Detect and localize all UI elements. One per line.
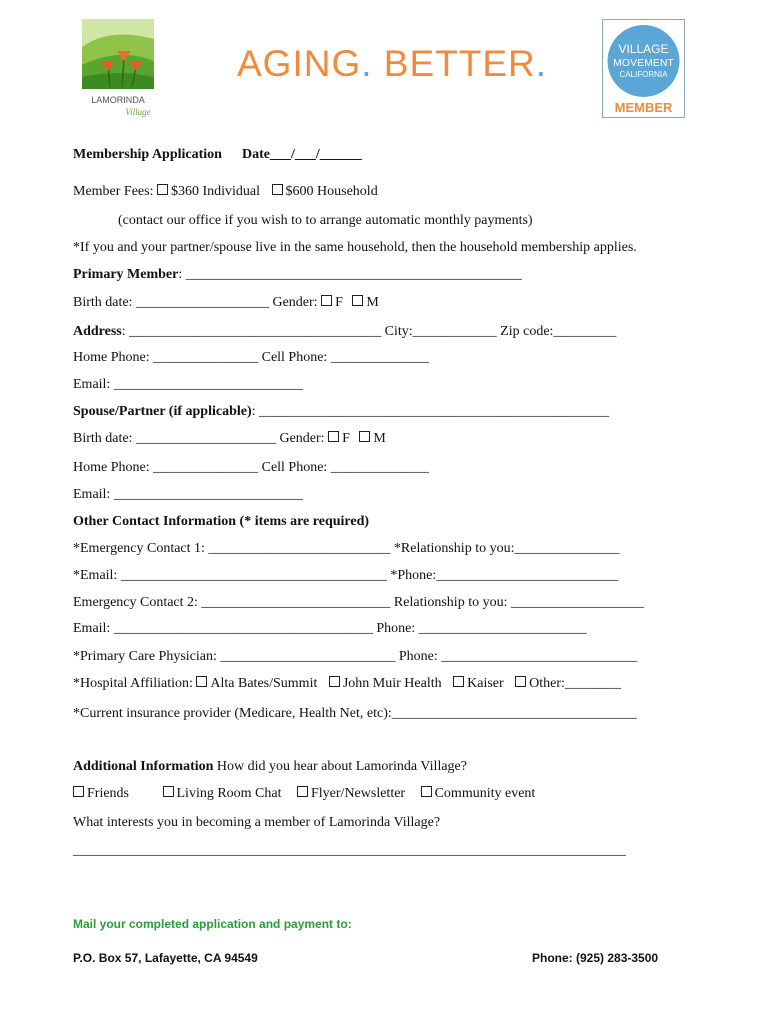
hospital-kaiser-checkbox[interactable] [453, 676, 464, 687]
tagline-dot-2: . [535, 43, 548, 84]
primary-phone-field[interactable]: Home Phone: _______________ Cell Phone: ______________ [73, 350, 429, 365]
tagline-part-2: BETTER [372, 43, 536, 84]
emergency-contact-1-field[interactable]: *Emergency Contact 1: __________________________ *Relationship to you:_______________ [73, 541, 620, 556]
hospital-row [73, 675, 621, 693]
primary-gender-m-checkbox[interactable] [352, 295, 363, 306]
spouse-gender-f-label: F [342, 431, 350, 446]
primary-email-field[interactable]: Email: ___________________________ [73, 377, 303, 392]
spouse-phone-field[interactable]: Home Phone: _______________ Cell Phone: ______________ [73, 460, 429, 475]
referral-living-room-label: Living Room Chat [176, 786, 282, 801]
office-phone: Phone: (925) 283-3500 [532, 951, 659, 965]
emergency-2-email-field[interactable]: Email: _____________________________________ Phone: ________________________ [73, 621, 587, 636]
fee-individual-label: $360 Individual [170, 184, 261, 199]
address-field[interactable]: : ____________________________________ City:____________ Zip code:_________ [121, 324, 617, 339]
hospital-other-checkbox[interactable] [515, 676, 526, 687]
mail-address: P.O. Box 57, Lafayette, CA 94549 [73, 951, 258, 965]
additional-info-label: Additional Information [73, 759, 214, 774]
additional-info-question: How did you hear about Lamorinda Village? [213, 759, 467, 774]
fees-label: Member Fees: [73, 184, 157, 199]
other-contact-heading-text: Other Contact Information (* items are required) [73, 514, 370, 529]
emergency-contact-2-field[interactable]: Emergency Contact 2: ___________________________ Relationship to you: ___________________ [73, 595, 644, 610]
right-logo-badge: MEMBER [614, 100, 673, 115]
hospital-kaiser-label: Kaiser [467, 676, 504, 691]
primary-gender-f-checkbox[interactable] [321, 295, 332, 306]
right-logo-text-2: MOVEMENT [613, 57, 674, 69]
hospital-alta-label: Alta Bates/Summit [210, 676, 318, 691]
primary-gender-f-label: F [335, 295, 343, 310]
address-label: Address [73, 324, 122, 339]
tagline [237, 42, 547, 86]
referral-community-label: Community event [434, 786, 536, 801]
spouse-birth-field[interactable]: Birth date: ____________________ Gender: [73, 431, 329, 446]
interests-question: What interests you in becoming a member of Lamorinda Village? [73, 815, 441, 830]
right-logo-text-3: CALIFORNIA [619, 70, 668, 79]
primary-member-row [73, 266, 522, 284]
primary-birth-row [73, 294, 379, 312]
physician-field[interactable]: *Primary Care Physician: _________________________ Phone: ____________________________ [73, 649, 638, 664]
referral-friends-checkbox[interactable] [73, 786, 84, 797]
village-movement-logo [602, 19, 685, 118]
form-title: Membership Application [73, 147, 222, 162]
referral-flyer-checkbox[interactable] [297, 786, 308, 797]
hospital-john-muir-checkbox[interactable] [329, 676, 340, 687]
spouse-row [73, 403, 609, 421]
additional-info-row [73, 758, 467, 776]
fee-individual-checkbox[interactable] [157, 184, 168, 195]
right-logo-text-1: VILLAGE [618, 42, 669, 56]
spouse-birth-row [73, 430, 386, 448]
fees-row [73, 183, 378, 201]
interests-field[interactable]: _______________________________________________________________________________ [73, 843, 626, 858]
fee-household-checkbox[interactable] [272, 184, 283, 195]
hospital-alta-checkbox[interactable] [196, 676, 207, 687]
other-contact-heading [73, 513, 369, 531]
spouse-gender-m-checkbox[interactable] [359, 431, 370, 442]
hospital-other-field[interactable]: Other:________ [529, 676, 621, 691]
fees-note: (contact our office if you wish to to arrange automatic monthly payments) [118, 213, 533, 228]
spouse-label: Spouse/Partner (if applicable) [73, 404, 252, 419]
spouse-gender-f-checkbox[interactable] [328, 431, 339, 442]
spouse-field[interactable]: : __________________________________________________ [251, 404, 610, 419]
spouse-gender-m-label: M [373, 431, 386, 446]
referral-community-checkbox[interactable] [421, 786, 432, 797]
title-row [73, 146, 362, 164]
primary-birth-field[interactable]: Birth date: ___________________ Gender: [73, 295, 322, 310]
emergency-email-field[interactable]: *Email: ______________________________________ *Phone:__________________________ [73, 568, 619, 583]
mail-label: Mail your completed application and payment to: [73, 917, 352, 931]
primary-member-field[interactable]: : ________________________________________________ [178, 267, 522, 282]
spouse-email-field[interactable]: Email: ___________________________ [73, 487, 303, 502]
lamorinda-village-logo [80, 17, 156, 121]
household-note: *If you and your partner/spouse live in the same household, then the household membership applies. [73, 240, 637, 255]
hospital-label: *Hospital Affiliation: [73, 676, 197, 691]
date-field[interactable]: Date___/___/______ [241, 147, 362, 162]
left-logo-text-2: Village [125, 107, 151, 117]
referral-friends-label: Friends [87, 786, 129, 801]
hospital-john-muir-label: John Muir Health [342, 676, 442, 691]
referral-living-room-checkbox[interactable] [163, 786, 174, 797]
primary-member-label: Primary Member [73, 267, 179, 282]
insurance-field[interactable]: *Current insurance provider (Medicare, Health Net, etc):___________________________________ [73, 706, 637, 721]
primary-gender-m-label: M [366, 295, 379, 310]
left-logo-text-1: LAMORINDA [91, 95, 145, 105]
tagline-part-1: AGING [237, 43, 362, 84]
referral-options-row [73, 785, 535, 803]
fee-household-label: $600 Household [285, 184, 378, 199]
tagline-dot-1: . [361, 43, 373, 84]
referral-flyer-label: Flyer/Newsletter [311, 786, 406, 801]
address-row [73, 323, 616, 341]
